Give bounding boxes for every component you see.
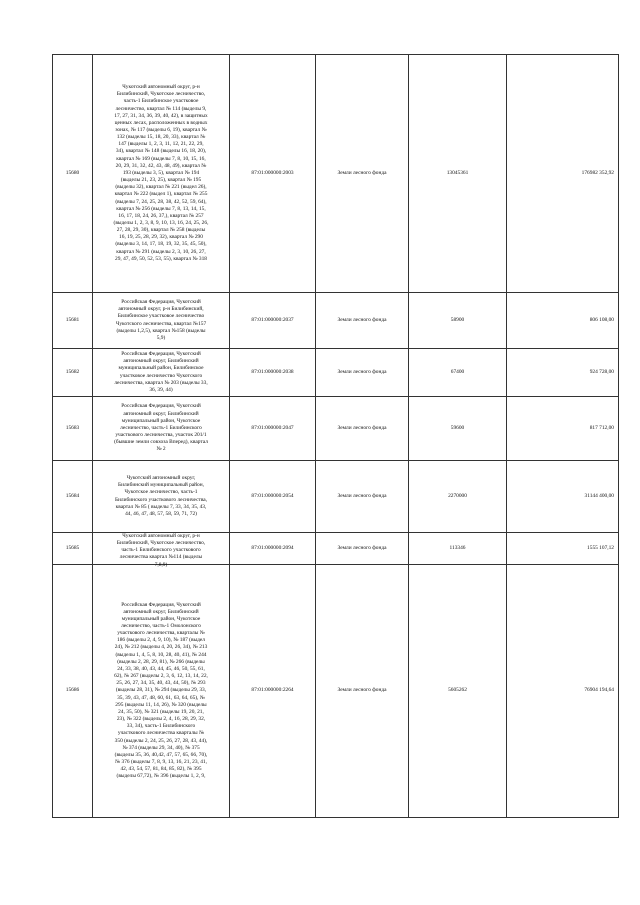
cadastral-value: 176982 352,92 bbox=[581, 169, 614, 176]
row-number: 15684 bbox=[65, 492, 80, 499]
land-category: Земли лесного фонда bbox=[337, 424, 387, 431]
cadastral-number-cell bbox=[230, 565, 316, 818]
cadastral-value-cell bbox=[507, 293, 619, 349]
row-number: 15685 bbox=[65, 544, 80, 551]
land-category-cell bbox=[316, 349, 409, 397]
location-description-cell bbox=[93, 461, 230, 533]
cadastral-number-cell bbox=[230, 461, 316, 533]
location-description-cell bbox=[93, 293, 230, 349]
area-value-cell bbox=[409, 565, 507, 818]
row-number: 15686 bbox=[65, 687, 80, 694]
location-description-cell bbox=[93, 565, 230, 818]
area-value-cell bbox=[409, 461, 507, 533]
cadastral-number: 87:01:000000:2047 bbox=[251, 424, 294, 431]
row-number-cell bbox=[53, 461, 93, 533]
area-value-cell bbox=[409, 349, 507, 397]
cadastral-value: 76904 194,64 bbox=[584, 687, 614, 694]
land-category: Земли лесного фонда bbox=[337, 687, 387, 694]
area-value: 67400 bbox=[450, 368, 465, 375]
area-value-cell bbox=[409, 533, 507, 565]
cadastral-number-cell bbox=[230, 397, 316, 461]
row-number: 15681 bbox=[65, 316, 80, 323]
cadastral-value-cell bbox=[507, 461, 619, 533]
registry-table bbox=[52, 54, 619, 818]
row-number-cell bbox=[53, 565, 93, 818]
row-number: 15682 bbox=[65, 368, 80, 375]
table-row bbox=[53, 55, 619, 293]
cadastral-value-cell bbox=[507, 397, 619, 461]
location-description-cell bbox=[93, 55, 230, 293]
table-row bbox=[53, 565, 619, 818]
table-row bbox=[53, 533, 619, 565]
area-value: 59600 bbox=[450, 424, 465, 431]
area-value: 113346 bbox=[449, 544, 466, 551]
land-category: Земли лесного фонда bbox=[337, 316, 387, 323]
location-description: Российская Федерация, Чукотский автономный округ, Билибинский муниципальный район, Билибинское участковое лесничество Чукотского лесничества, квартал № 203 (выделы 33, 36, 39, 44) bbox=[114, 351, 208, 393]
cadastral-value: 806 108,00 bbox=[589, 316, 614, 323]
cadastral-number: 87:01:000000:2054 bbox=[251, 492, 294, 499]
cadastral-number: 87:01:000000:2003 bbox=[251, 169, 294, 176]
location-description-cell bbox=[93, 397, 230, 461]
row-number-cell bbox=[53, 397, 93, 461]
land-category-cell bbox=[316, 533, 409, 565]
location-description: Российская Федерация, Чукотский автономный округ, Билибинский муниципальный район, Чукотское лесничество, часть-1 Омолонского участкового лесничества, кварталы № 186 (выделы 2, 4, 9, 10), № 187 (выдел 24), № 212 (выделы 4, 20, 26, 34), № 213 (выделы 1, 4, 5, 8, 10, 28, 40, 41), № 244 (выделы 2, 28, 29, 81), № 266 (выделы 24, 33, 38, 40, 43, 44, 45, 46, 50, 55, 61, 62), № 267 (выделы 2, 3, 6, 12, 13, 14, 22, 25, 26, 27, 34, 35, 40, 43, 44, 50), № 293 (выделы 28, 31), № 294 (выделы 29, 33, 35, 39, 43, 47, 48, 60, 61, 63, 64, 65), № 295 (выделы 11, 14, 26), № 320 (выделы 24, 35, 50), № 321 (выделы 19, 20, 21, 23), № 322 (выделы 2, 4, 16, 28, 29, 32, 33, 34), часть-1 Билибинского участкового лесничества кварталы № 350 (выделы 2, 24, 25, 26, 27, 28, 43, 44), № 374 (выделы 29, 34, 40), № 375 (выделы 35, 36, 40,42, 47, 57, 65, 66, 70), № 376 (выделы 7, 8, 9, 13, 16, 21, 23, 41, 42, 43, 54, 57, 81, 84, 85, 82), № 395 (выделы 67,72), № 396 (выделы 1, 2, 9, bbox=[114, 601, 208, 780]
row-number-cell bbox=[53, 349, 93, 397]
land-category-cell bbox=[316, 293, 409, 349]
cadastral-number: 87:01:000000:2037 bbox=[251, 316, 294, 323]
area-value: 13045361 bbox=[446, 169, 469, 176]
land-category: Земли лесного фонда bbox=[337, 492, 387, 499]
cadastral-value: 817 712,00 bbox=[589, 424, 614, 431]
location-description-cell bbox=[93, 349, 230, 397]
table-row bbox=[53, 293, 619, 349]
area-value: 5605262 bbox=[448, 687, 467, 694]
location-description: Российская Федерация, Чукотский автономный округ, Билибинский муниципальный район, Чукотское лесничество, часть-1 Билибинского участкового лесничества, участок 201/1 (бывшие земли совхоза Вперед), квартал № 2 bbox=[114, 403, 208, 453]
cadastral-value-cell bbox=[507, 349, 619, 397]
cadastral-value-cell bbox=[507, 565, 619, 818]
land-category-cell bbox=[316, 461, 409, 533]
cadastral-number: 87:01:000000:2264 bbox=[251, 687, 294, 694]
cadastral-value-cell bbox=[507, 533, 619, 565]
row-number-cell bbox=[53, 55, 93, 293]
cadastral-number: 87:01:000000:2038 bbox=[251, 368, 294, 375]
location-description: Российская Федерация, Чукотский автономный округ, р-н Билибинский, Билибинское участковое лесничество Чукотского лесничества, квартал №157 (выделы 1,2,5), квартал №158 (выделы 5,9) bbox=[115, 299, 207, 341]
area-value: 2270000 bbox=[448, 492, 467, 499]
row-number: 15683 bbox=[65, 424, 80, 431]
row-number-cell bbox=[53, 293, 93, 349]
cadastral-number-cell bbox=[230, 533, 316, 565]
land-category-cell bbox=[316, 565, 409, 818]
cadastral-number: 87:01:000000:2094 bbox=[251, 544, 294, 551]
table-body bbox=[53, 55, 619, 818]
cadastral-value: 924 728,00 bbox=[589, 368, 614, 375]
land-registry-table bbox=[52, 54, 618, 817]
area-value-cell bbox=[409, 55, 507, 293]
land-category: Земли лесного фонда bbox=[337, 368, 387, 375]
cadastral-value: 1555 107,12 bbox=[587, 544, 614, 551]
land-category-cell bbox=[316, 55, 409, 293]
land-category-cell bbox=[316, 397, 409, 461]
location-description: Чукотский автономный округ, р-н Билибинский, Чукотское лесничество, часть-1 Билибинского участкового лесничества квартал №114 (выделы 7,8,9) bbox=[116, 533, 206, 568]
land-category: Земли лесного фонда bbox=[337, 544, 387, 551]
row-number-cell bbox=[53, 533, 93, 565]
table-row bbox=[53, 461, 619, 533]
location-description: Чукотский автономный округ, р-н Билибинский, Чукотское лесничество, часть-1 Билибинское участковое лесничество, квартал № 114 (выделы 9, 17, 27, 31, 34, 36, 39, 40, 42), в защитных ценных лесах, расположенных в водных зонах, № 117 (выделы 6, 19), квартал № 132 (выделы 15, 18, 20, 33), квартал № 147 (выделы 1, 2, 3, 11, 12, 21, 22, 29, 34), квартал № 148 (выделы 16, 18, 20), квартал № 169 (выделы 7, 8, 10, 15, 16, 20, 29, 31, 32, 42, 43, 48, 49), квартал № 193 (выделы 3, 5), квартал № 194 (выделы 21, 23, 25), квартал № 195 (выделы 32), квартал № 221 (выдел 26), квартал № 222 (выдел 1), квартал № 255 (выделы 7, 24, 25, 28, 38, 42, 52, 59, 64), квартал № 256 (выделы 7, 8, 13, 14, 15, 16, 17, 18, 24, 26, 37,), квартал № 257 (выделы 1, 2, 3, 8, 9, 10, 13, 16, 24, 25, 26, 27, 28, 29, 30), квартал № 258 (выделы 16, 19, 25, 28, 29, 32), квартал № 290 (выделы 3, 14, 17, 18, 19, 32, 35, 45, 50), квартал № 291 (выделы 2, 3, 10, 26, 27, 29, 47, 49, 50, 52, 53, 55), квартал № 318 bbox=[113, 84, 209, 262]
location-description: Чукотский автономный округ, Билибинский муниципальный район, Чукотское лесничество, часть-1 Билибинского участкового лесничества, квартал № 85 ( выделы 7, 33, 34, 35, 43, 44, 46, 47, 48, 57, 58, 59, 71, 72) bbox=[114, 475, 208, 517]
land-category: Земли лесного фонда bbox=[337, 169, 387, 176]
area-value-cell bbox=[409, 397, 507, 461]
area-value-cell bbox=[409, 293, 507, 349]
table-row bbox=[53, 349, 619, 397]
location-description-cell bbox=[93, 533, 230, 568]
table-row bbox=[53, 397, 619, 461]
row-number: 15680 bbox=[65, 169, 80, 176]
area-value: 58900 bbox=[450, 316, 465, 323]
cadastral-number-cell bbox=[230, 55, 316, 293]
cadastral-value-cell bbox=[507, 55, 619, 293]
cadastral-number-cell bbox=[230, 349, 316, 397]
cadastral-value: 31144 400,00 bbox=[584, 492, 614, 499]
cadastral-number-cell bbox=[230, 293, 316, 349]
